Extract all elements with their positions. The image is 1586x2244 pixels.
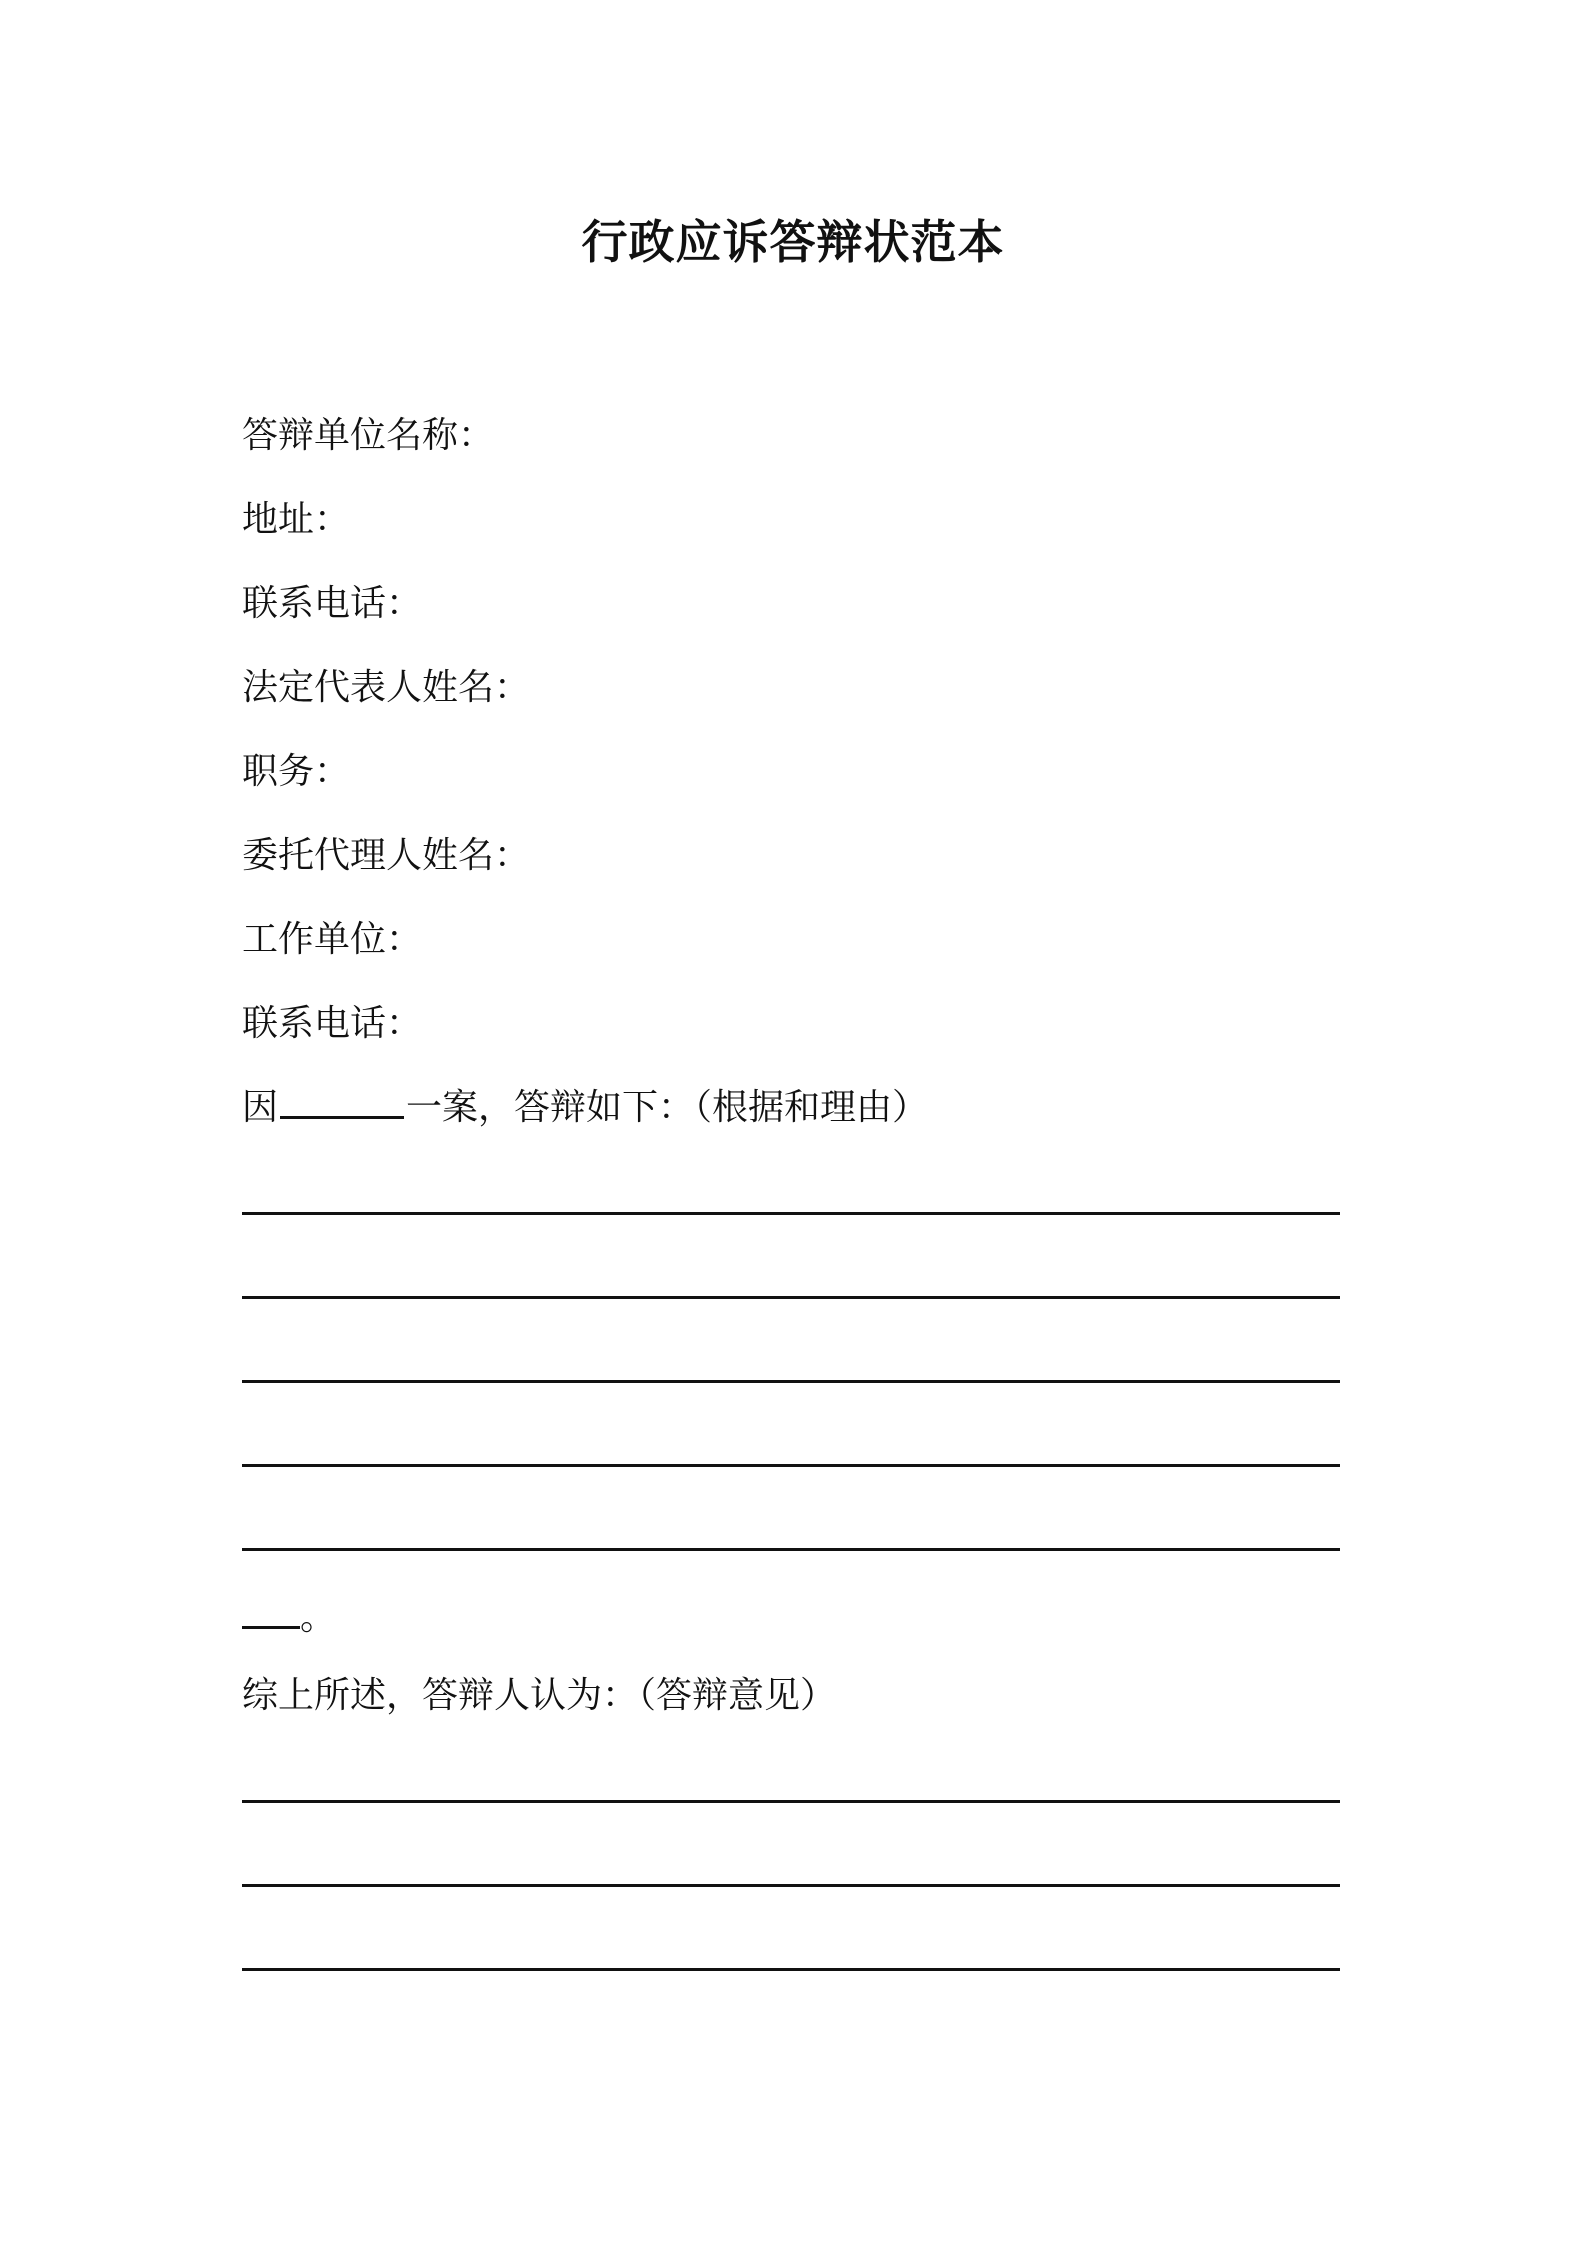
field-work-unit: 工作单位： <box>242 919 423 960</box>
field-position: 职务： <box>242 751 351 792</box>
field-address: 地址： <box>242 499 351 540</box>
field-agent-name: 委托代理人姓名： <box>242 835 531 876</box>
reason-blank-line-5 <box>242 1548 1340 1551</box>
reason-end-line <box>242 1594 336 1642</box>
reason-blank-line-2 <box>242 1296 1340 1299</box>
opinion-blank-line-2 <box>242 1884 1340 1887</box>
field-agent-phone: 联系电话： <box>242 1003 423 1044</box>
reason-end-blank <box>242 1594 300 1629</box>
case-suffix: 一案，答辩如下：（根据和理由） <box>406 1087 929 1128</box>
reason-blank-line-4 <box>242 1464 1340 1467</box>
case-statement-line <box>242 1084 928 1132</box>
field-phone: 联系电话： <box>242 583 423 624</box>
case-name-blank <box>280 1084 404 1119</box>
reason-end-mark: 。 <box>300 1597 337 1638</box>
conclusion-line: 综上所述，答辩人认为：（答辩意见） <box>242 1675 837 1716</box>
reason-blank-line-3 <box>242 1380 1340 1383</box>
field-legal-representative: 法定代表人姓名： <box>242 667 531 708</box>
opinion-blank-line-1 <box>242 1800 1340 1803</box>
reason-blank-line-1 <box>242 1212 1340 1215</box>
case-prefix: 因 <box>242 1087 279 1128</box>
opinion-blank-line-3 <box>242 1968 1340 1971</box>
field-respondent-name: 答辩单位名称： <box>242 415 495 456</box>
document-title: 行政应诉答辩状范本 <box>581 215 1005 269</box>
